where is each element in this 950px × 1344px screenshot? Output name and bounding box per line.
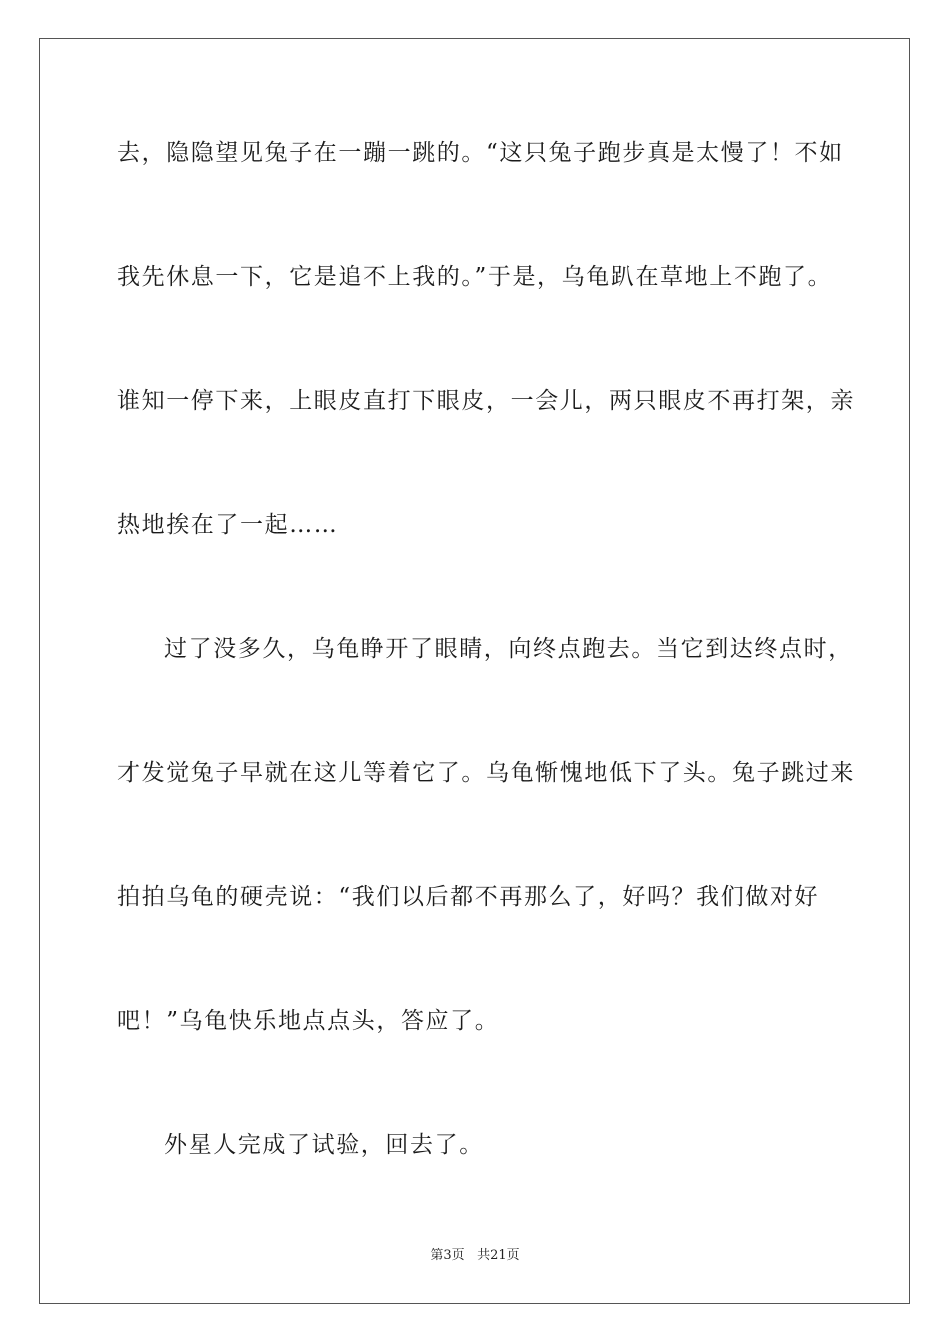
text-line: 才发觉兔子早就在这儿等着它了。乌龟惭愧地低下了头。兔子跳过来 bbox=[117, 760, 855, 786]
page-footer bbox=[0, 1247, 950, 1265]
text-line: 吧！”乌龟快乐地点点头，答应了。 bbox=[117, 1008, 500, 1034]
footer-spacer bbox=[465, 1248, 477, 1263]
text-line: 去，隐隐望见兔子在一蹦一跳的。“这只兔子跑步真是太慢了！不如 bbox=[117, 140, 844, 166]
paragraph-first-line: 过了没多久，乌龟睁开了眼睛，向终点跑去。当它到达终点时， bbox=[164, 636, 853, 662]
text-line: 我先休息一下，它是追不上我的。”于是，乌龟趴在草地上不跑了。 bbox=[117, 264, 833, 290]
page-border bbox=[39, 38, 910, 1304]
text-line: 谁知一停下来，上眼皮直打下眼皮，一会儿，两只眼皮不再打架，亲 bbox=[117, 388, 855, 414]
current-page-label: 第3页 bbox=[430, 1248, 465, 1263]
total-pages-label: 共21页 bbox=[477, 1248, 520, 1263]
text-line: 拍拍乌龟的硬壳说：“我们以后都不再那么了，好吗？我们做对好 bbox=[117, 884, 820, 910]
paragraph-first-line: 外星人完成了试验，回去了。 bbox=[164, 1132, 484, 1158]
text-line: 热地挨在了一起…… bbox=[117, 512, 339, 538]
